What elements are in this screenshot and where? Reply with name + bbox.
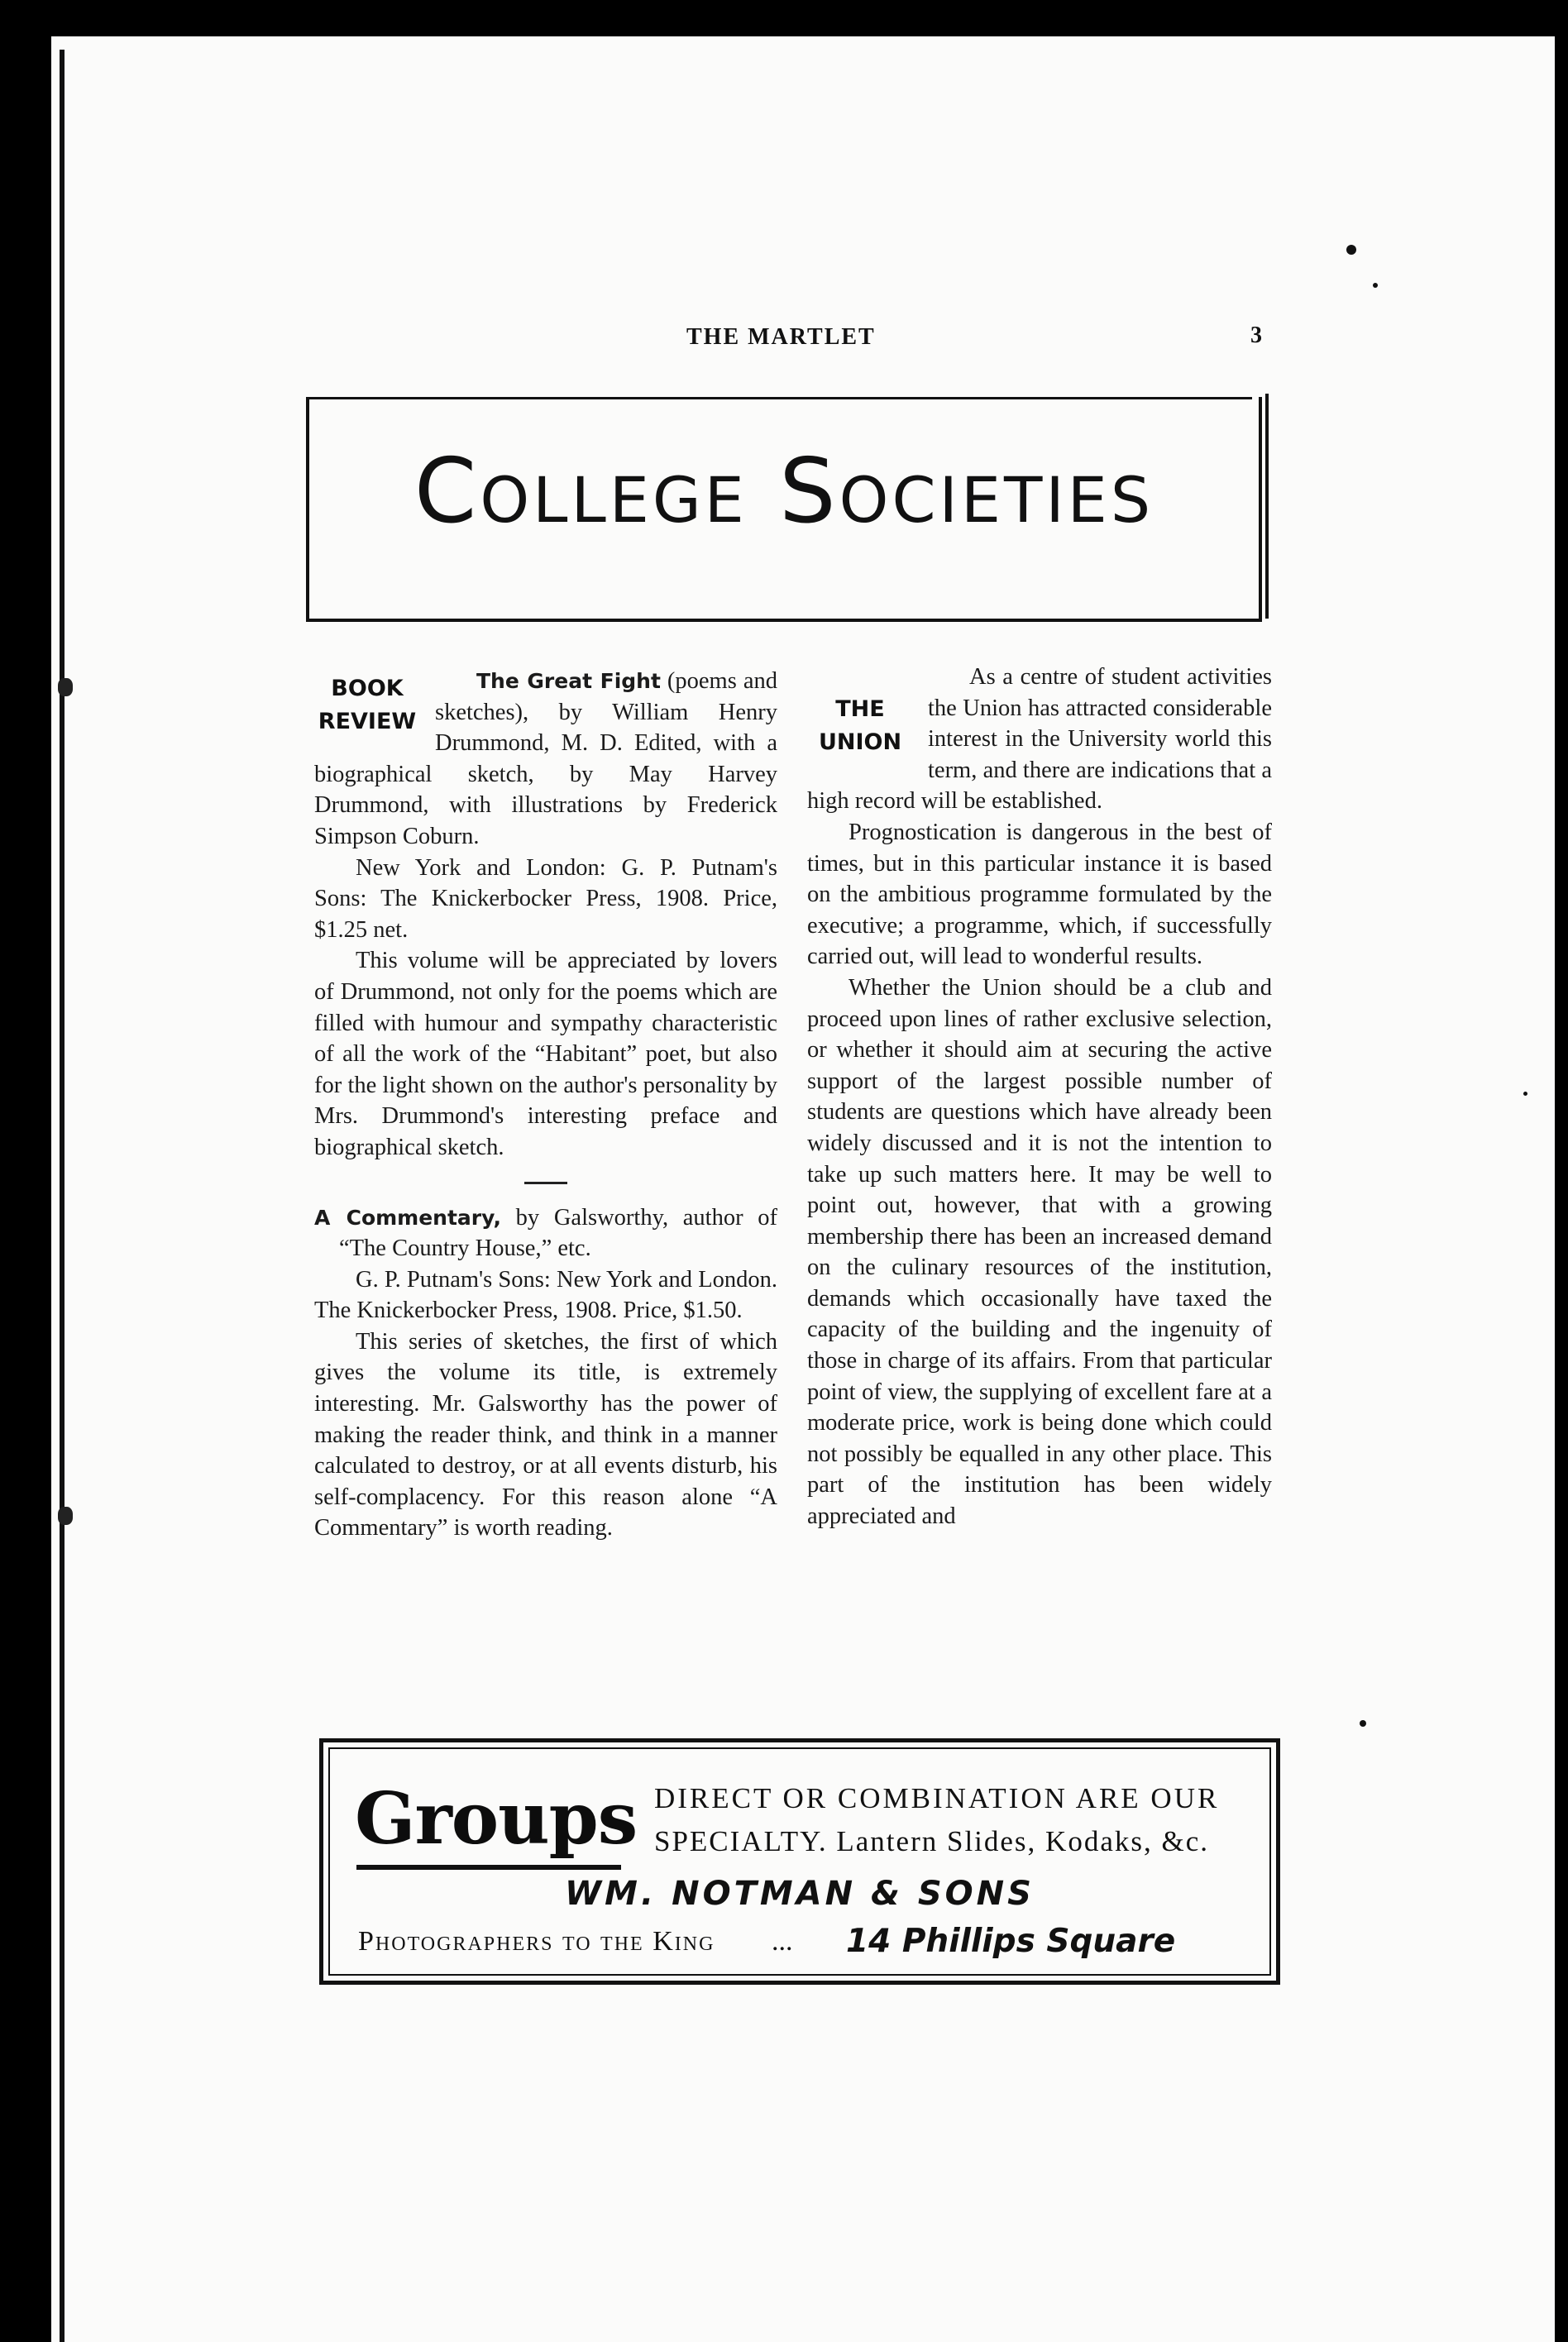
separator-rule xyxy=(524,1182,567,1184)
review-body: This series of sketches, the first of which gives the volume its title, is extremely interesting. Mr. Galsworthy has the power of making the reader think, and think in a manner calculated to destroy, or at all events disturb, his self-complacency. For this reason alone “A Commentary” is worth reading. xyxy=(314,1328,777,1541)
review-publisher: G. P. Putnam's Sons: New York and London. The Knickerbocker Press, 1908. Price, $1.50. xyxy=(314,1266,777,1324)
union-heading: THE UNION xyxy=(818,696,902,755)
review-body: This volume will be appreciated by lovers of Drummond, not only for the poems which are filled with humour and sympathy characteristic of all the work of the “Habitant” poet, but also for the light shown on the author's personality by Mrs. Drummond's interesting preface and biographical sketch. xyxy=(314,948,777,1160)
review-title: A Commentary, xyxy=(314,1205,501,1230)
running-title: THE MARTLET xyxy=(686,324,876,350)
review-title: The Great Fight xyxy=(476,669,661,693)
print-speck xyxy=(1360,1720,1366,1727)
section-title-box xyxy=(306,397,1262,622)
review-lead: A Commentary, by Galsworthy, author of “The Country House,” etc. xyxy=(314,1204,778,1262)
right-column xyxy=(807,662,1272,1532)
review-lead: The Great Fight (poems and sketches), by William Henry Drummond, M. D. Edited, with a biographical sketch, by May Harvey Drummond, with illustrations by Frederick Simpson Coburn. xyxy=(314,668,777,849)
ad-line: SPECIALTY. Lantern Slides, Kodaks, &c. xyxy=(654,1825,1209,1857)
ad-address: 14 Phillips Square xyxy=(846,1923,1176,1960)
page xyxy=(51,36,1555,2342)
binding-spine xyxy=(60,50,65,2342)
page-number: 3 xyxy=(1250,323,1262,348)
ad-tagline: Photographers to the King xyxy=(358,1926,715,1957)
ad-separator: ... xyxy=(772,1926,793,1957)
print-speck xyxy=(1523,1092,1527,1096)
book-review-heading: BOOK REVIEW xyxy=(318,676,417,734)
review-publisher: New York and London: G. P. Putnam's Sons: The Knickerbocker Press, 1908. Price, $1.25 net. xyxy=(314,854,777,943)
section-title: College Societies xyxy=(414,440,1154,543)
left-column xyxy=(314,666,777,1544)
ad-headline: Groups xyxy=(355,1777,638,1861)
binding-mark xyxy=(58,678,73,696)
ad-headline-rule xyxy=(356,1865,621,1870)
print-speck xyxy=(1373,283,1378,288)
binding-mark xyxy=(58,1507,73,1525)
advertisement-box xyxy=(319,1738,1280,1985)
union-paragraph: Prognostication is dangerous in the best of times, but in this particular instance it is based on the ambitious programme formulated by the executive; a programme, which, if successfully carried out, will lead to wonderful results. xyxy=(807,819,1272,970)
union-paragraph: As a centre of student activities the Union has attracted considerable interest in the University world this term, and there are indications that a high record will be established. xyxy=(807,664,1272,815)
union-paragraph: Whether the Union should be a club and proceed upon lines of rather exclusive selection, or whether it should aim at securing the active support of the largest possible number of students are questions which have already been widely discussed and it is not the intention to take up such matters here. It may be well to point out, however, that with a growing membership there has been an increased demand on the culinary resources of the institution, demands which occasionally have taxed the capacity of the building and the ingenuity of those in charge of its affairs. From that particular point of view, the supplying of excellent fare at a moderate price, work is being done which could not possibly be equalled in any other place. This part of the institution has been widely appreciated and xyxy=(807,974,1272,1530)
ad-firm-name: WM. NOTMAN & SONS xyxy=(565,1875,1035,1913)
print-speck xyxy=(1346,245,1356,255)
ad-line: DIRECT OR COMBINATION ARE OUR xyxy=(654,1782,1220,1814)
